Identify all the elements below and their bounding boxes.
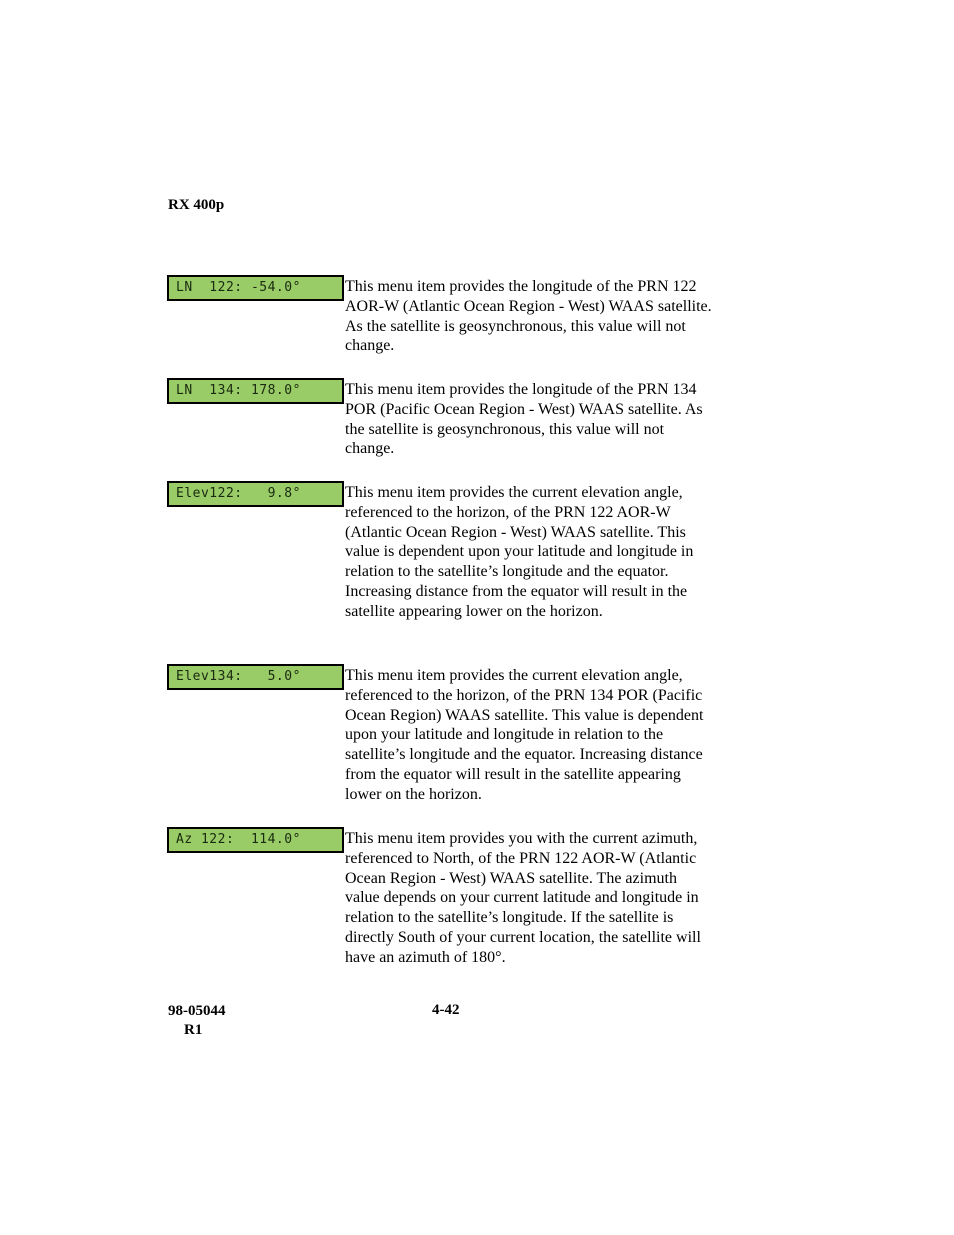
footer-revision: R1 bbox=[184, 1022, 203, 1038]
description-ln-122: This menu item provides the longitude of the PRN 122 AOR-W (Atlantic Ocean Region - West) WAAS satellite. As the satellite is geosynchronous, this value will not change. bbox=[345, 278, 712, 355]
footer-page-number: 4-42 bbox=[432, 1002, 460, 1018]
description-elev-122: This menu item provides the current elevation angle, referenced to the horizon, of the PRN 122 AOR-W (Atlantic Ocean Region - West) WAAS satellite. This value is dependent upon your latitude and longitude in relation to the satellite’s longitude and the equator. Increasing distance from the equator will result in the satellite appearing lower on the horizon. bbox=[345, 484, 694, 620]
lcd-display-elev-122: Elev122: 9.8° bbox=[167, 481, 344, 507]
footer-doc-number: 98-05044 bbox=[168, 1003, 226, 1019]
description-ln-134: This menu item provides the longitude of the PRN 134 POR (Pacific Ocean Region - West) WAAS satellite. As the satellite is geosynchronous, this value will not change. bbox=[345, 381, 703, 458]
lcd-display-ln-134: LN 134: 178.0° bbox=[167, 378, 344, 404]
description-elev-134: This menu item provides the current elevation angle, referenced to the horizon, of the PRN 134 POR (Pacific Ocean Region) WAAS satellite. This value is dependent upon your latitude and longitude in relation to the satellite’s longitude and the equator. Increasing distance from the equator will result in the satellite appearing lower on the horizon. bbox=[345, 667, 704, 803]
page-header: RX 400p bbox=[168, 197, 225, 213]
lcd-display-elev-134: Elev134: 5.0° bbox=[167, 664, 344, 690]
lcd-display-ln-122: LN 122: -54.0° bbox=[167, 275, 344, 301]
lcd-display-az-122: Az 122: 114.0° bbox=[167, 827, 344, 853]
description-az-122: This menu item provides you with the current azimuth, referenced to North, of the PRN 122 AOR-W (Atlantic Ocean Region - West) WAAS satellite. The azimuth value depends on your current latitude and longitude in relation to the satellite’s longitude. If the satellite is directly South of your current location, the satellite will have an azimuth of 180°. bbox=[345, 830, 701, 966]
footer-doc-info bbox=[168, 1002, 226, 1040]
